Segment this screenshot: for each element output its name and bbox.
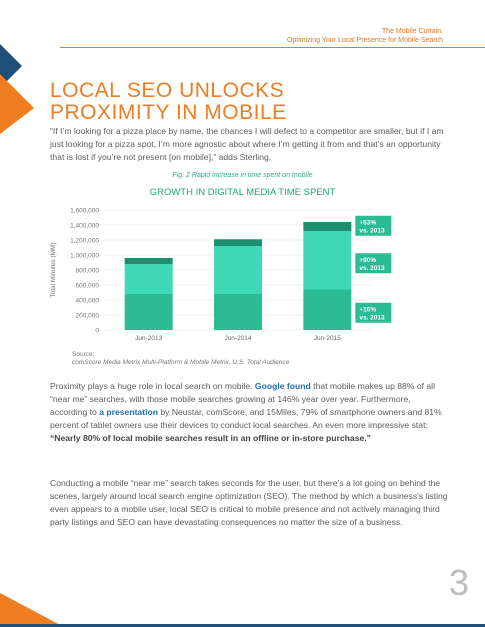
y-tick-label: 1,400,000 xyxy=(70,222,99,230)
y-tick-label: 0 xyxy=(95,327,99,335)
bar-segment xyxy=(303,231,351,290)
x-tick-label: Jun-2014 xyxy=(224,335,252,342)
bar-segment xyxy=(214,239,262,246)
bar-segment xyxy=(214,294,262,330)
source-label: Source: xyxy=(72,351,95,358)
bar-segment xyxy=(214,246,262,294)
x-tick-label: Jun-2015 xyxy=(313,335,341,342)
header-line-2: Optimizing Your Local Presence for Mobile Search xyxy=(286,37,443,44)
growth-annotation-value: +16% xyxy=(359,306,377,314)
page-number: 3 xyxy=(448,562,469,603)
figure-source xyxy=(72,351,289,367)
bar-segment xyxy=(125,264,173,294)
y-tick-label: 1,200,000 xyxy=(70,237,99,245)
bottom-decoration xyxy=(0,590,485,627)
header-line-1: The Mobile Curtain: xyxy=(381,28,443,35)
bar-chart xyxy=(42,198,442,348)
quote-paragraph: “If I’m looking for a pizza place by name, the chances I will defect to a competitor are smaller, but if I am just looking for a pizza spot, I’m more agnostic about where I’m getting it from and that’s an opportunity that is lost if you’re not present [on mobile],” adds Sterling. xyxy=(50,126,444,162)
bar-segment xyxy=(125,294,173,330)
p2-text-3: by Neustar, comScore, and 15Miles, 79% of smartphone owners and 81% percent of tablet owners use their devices to conduct local searches. An even more impressive stat: xyxy=(50,407,442,430)
growth-annotation-value: +90% xyxy=(359,256,377,264)
growth-annotation-label: vs. 2013 xyxy=(359,314,385,322)
google-found-link[interactable]: Google found xyxy=(254,381,311,391)
title-line-1: LOCAL SEO UNLOCKS xyxy=(50,79,285,103)
body-paragraph-3: Conducting a mobile “near me” search takes seconds for the user, but there’s a lot going on behind the scenes, largely around local search engine optimization (SEO). The method by which a business’s listing even appears to a mobile user, local SEO is critical to mobile presence and not actively managing third party listings and SEO can have devastating consequences no matter the size of a business. xyxy=(50,478,448,527)
growth-annotation-label: vs. 2013 xyxy=(359,227,385,235)
source-text: comScore Media Metrix Multi-Platform & Mobile Metrix, U.S. Total Audience xyxy=(72,359,290,366)
chart-title: GROWTH IN DIGITAL MEDIA TIME SPENT xyxy=(149,187,336,198)
y-tick-label: 200,000 xyxy=(75,312,99,320)
p2-bold-stat: “Nearly 80% of local mobile searches result in an offline or in-store purchase.” xyxy=(50,433,371,443)
y-axis-label: Total Minutes (MM) xyxy=(50,242,57,298)
figure-caption: Fig. 2 Rapid increase in time spent on mobile xyxy=(172,172,313,179)
bar-segment xyxy=(125,258,173,264)
y-tick-label: 800,000 xyxy=(75,267,99,275)
y-tick-label: 1,000,000 xyxy=(70,252,99,260)
y-tick-label: 1,600,000 xyxy=(70,207,99,215)
p2-text-1: Proximity plays a huge role in local search on mobile. xyxy=(50,381,255,391)
p2-text-2: that mobile makes up 88% of all “near me” searches, with those mobile searches growing at 146% year over year. Furthermore, according to xyxy=(50,381,435,417)
x-tick-label: Jun-2013 xyxy=(135,335,163,342)
left-corner-decoration xyxy=(0,44,34,134)
presentation-link[interactable]: a presentation xyxy=(99,407,158,417)
growth-annotation-value: +53% xyxy=(359,219,377,227)
growth-annotation-label: vs. 2013 xyxy=(359,264,385,272)
title-line-2: PROXIMITY IN MOBILE xyxy=(50,101,287,125)
y-tick-label: 400,000 xyxy=(75,297,99,305)
body-paragraph-2 xyxy=(50,380,450,445)
y-tick-label: 600,000 xyxy=(75,282,99,290)
page-title xyxy=(50,80,287,124)
bar-segment xyxy=(303,290,351,331)
bar-segment xyxy=(303,222,351,231)
header-rule xyxy=(60,47,485,48)
running-header xyxy=(287,27,443,45)
